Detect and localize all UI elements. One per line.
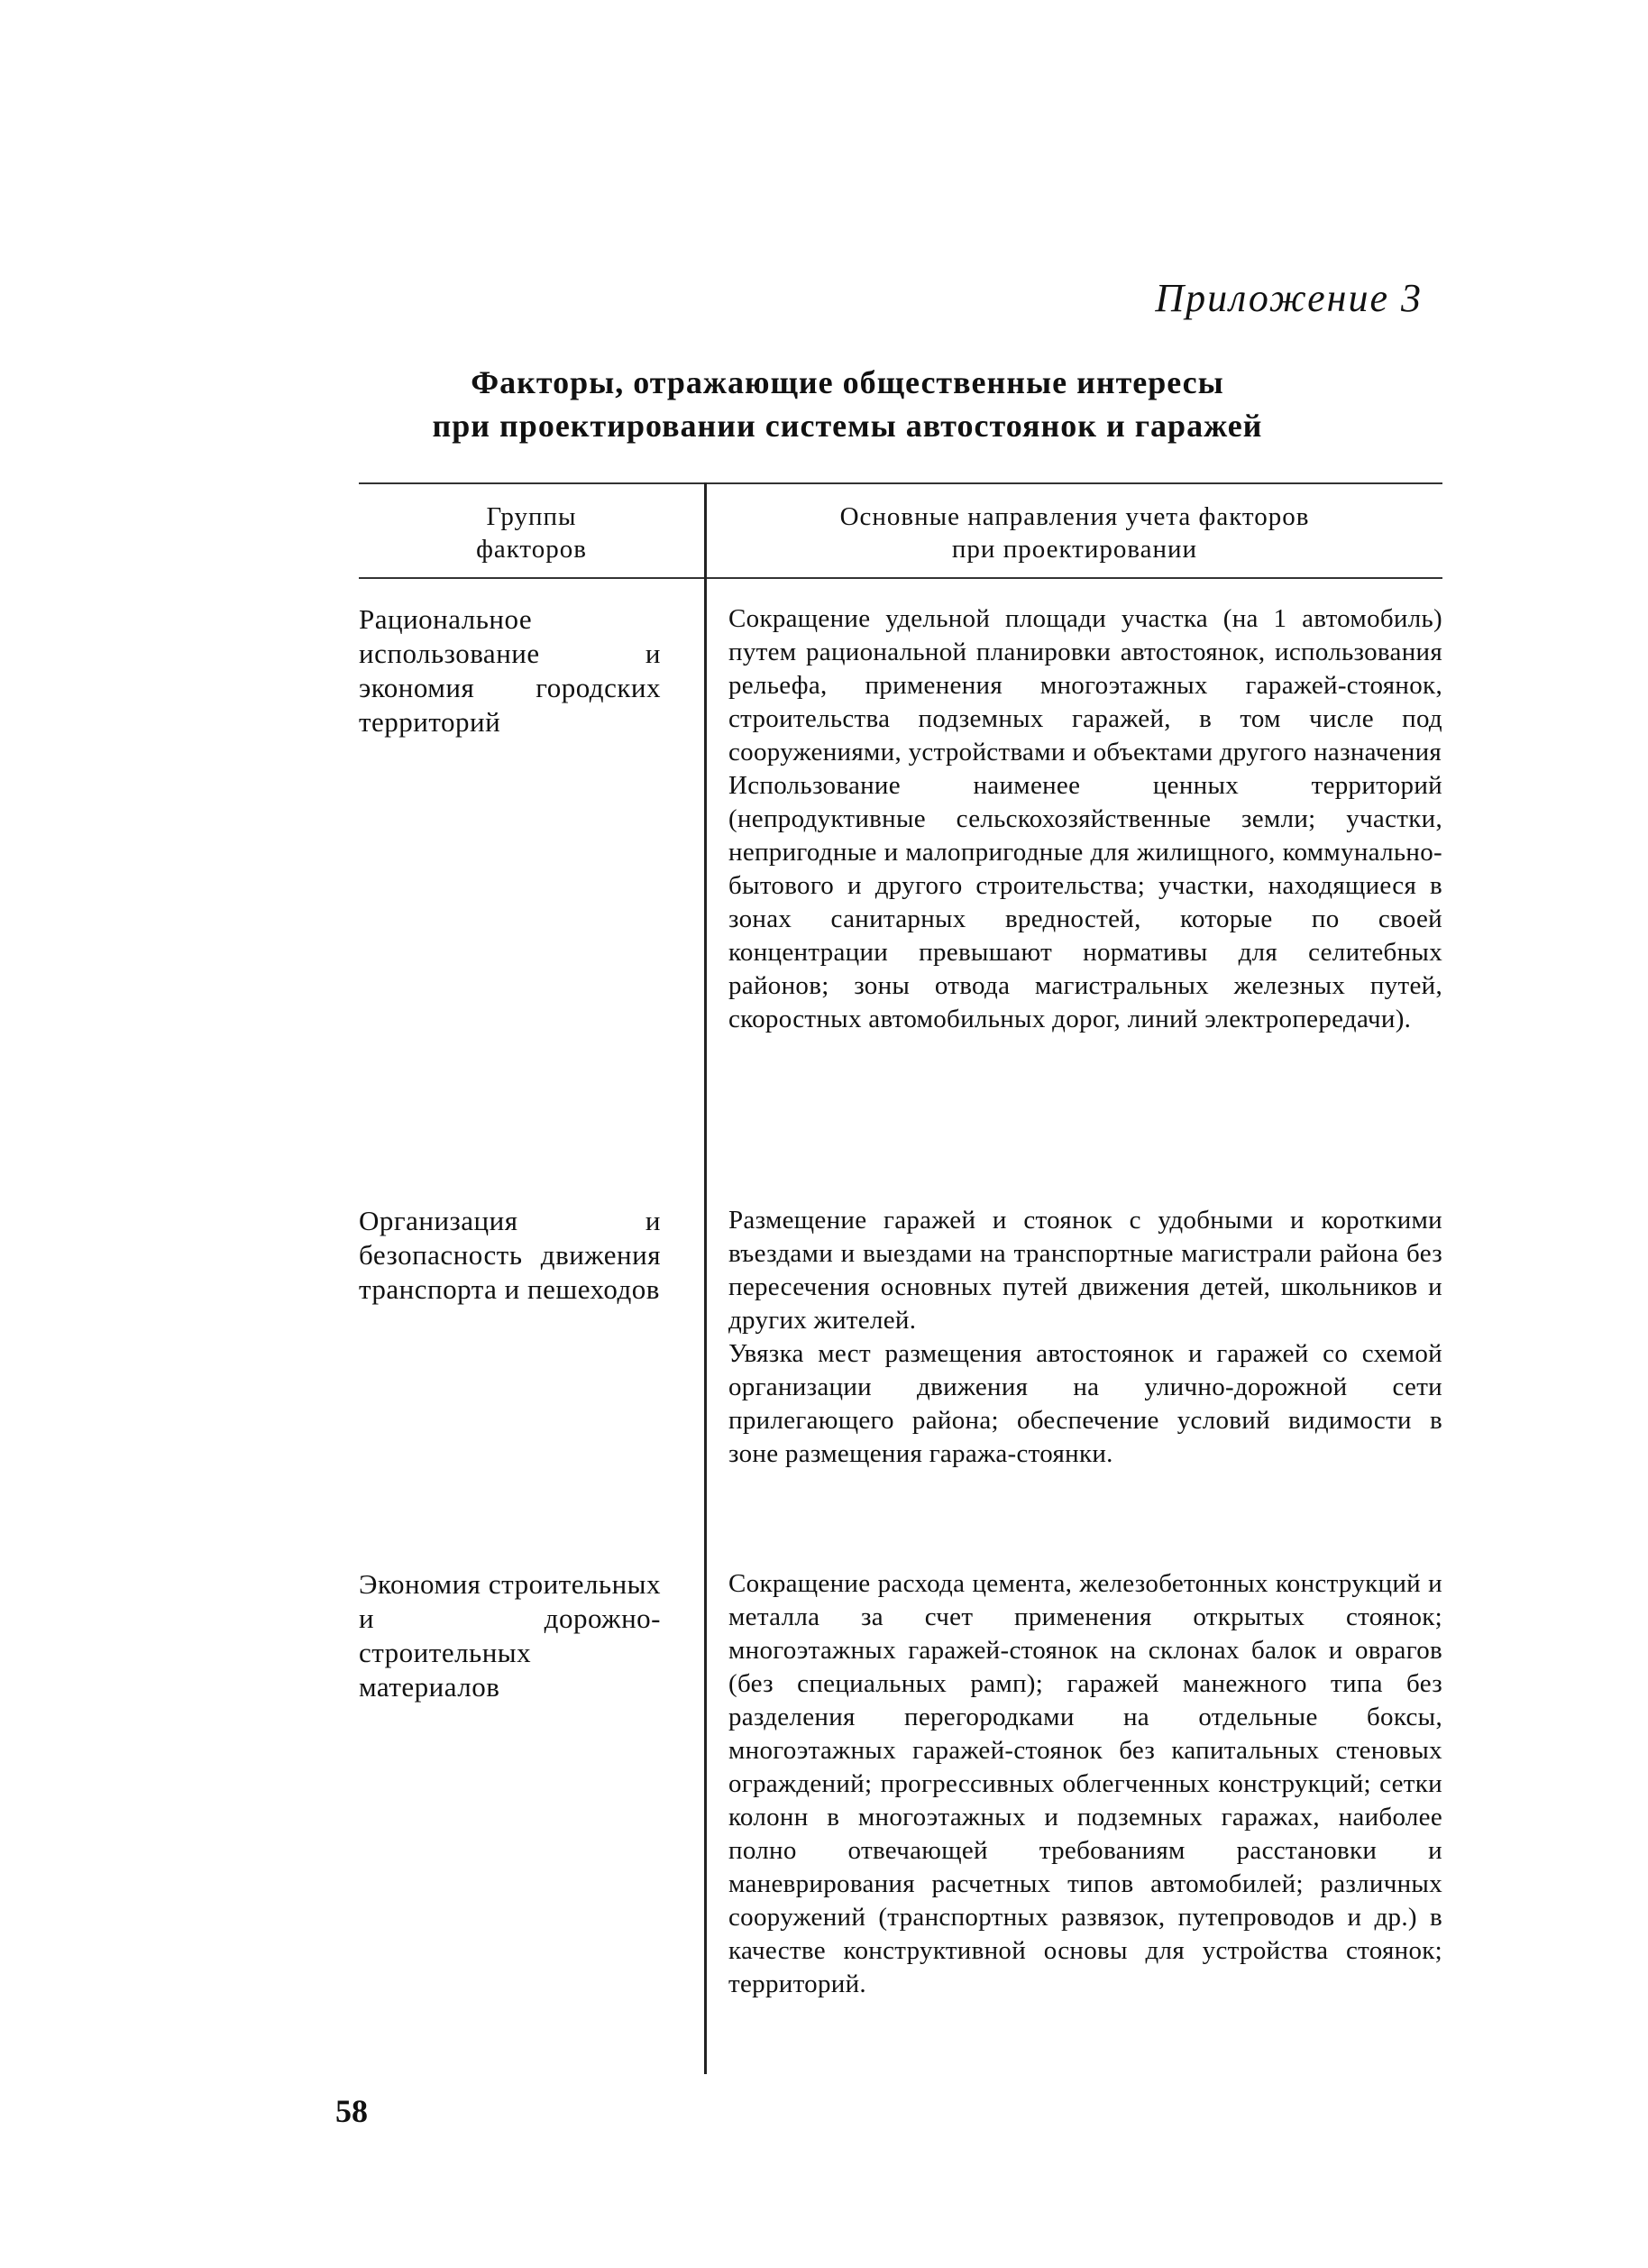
row-2-paragraph-1: Размещение гаражей и стоянок с удобными и короткими въездами и выездами на транспортные магистрали района без пересечения основных путей движения детей, школьников и других жителей. (728, 1206, 1442, 1335)
title-line-1: Факторы, отражающие общественные интересы (471, 364, 1224, 400)
table-row-2-directions (728, 1204, 1442, 1471)
table-row-3-group: Экономия строительных и дорожно-строительных материалов (359, 1568, 661, 1703)
page-number: 58 (335, 2093, 368, 2129)
row-3-paragraph-1: Сокращение расхода цемента, железобетонных конструкций и металла за счет применения открытых стоянок; многоэтажных гаражей-стоянок на склонах балок и оврагов (без специальных рамп); гаражей манежного типа без разделения перегородками на отдельные боксы, многоэтажных гаражей-стоянок без капитальных стеновых ограждений; прогрессивных облегченных конструкций; сетки колонн в многоэтажных и подземных гаражах, наиболее полно отвечающей требованиям расстановки и маневрирования расчетных типов автомобилей; различных сооружений (транспортных развязок, путепроводов и др.) в качестве конструктивной основы для устройства стоянок; территорий. (728, 1569, 1442, 1998)
header-directions-line-1: Основные направления учета факторов (839, 502, 1310, 531)
table-row-1-group: Рациональное использование и экономия городских территорий (359, 603, 661, 738)
table-header-rule (359, 577, 1442, 579)
header-groups-line-2: факторов (476, 535, 587, 564)
table-row-3-directions (728, 1567, 1442, 2001)
table-row-1-directions (728, 602, 1442, 1036)
header-directions (707, 500, 1442, 565)
column-divider (704, 482, 707, 2074)
table-row-2-group: Организация и безопасность движения транспорта и пешеходов (359, 1205, 661, 1305)
header-groups-line-1: Группы (486, 502, 577, 531)
header-groups (359, 500, 704, 565)
row-2-paragraph-2: Увязка мест размещения автостоянок и гаражей со схемой организации движения на улично-дорожной сети прилегающего района; обеспечение условий видимости в зоне размещения гаража-стоянки. (728, 1339, 1442, 1468)
row-1-paragraph-2: Использование наименее ценных территорий (непродуктивные сельскохозяйственные земли; участки, непригодные и малопригодные для жилищного, коммунально-бытового и другого строительства; участки, находящиеся в зонах санитарных вредностей, которые по своей концентрации превышают нормативы для селитебных районов; зоны отвода магистральных железных путей, скоростных автомобильных дорог, линий электропередачи). (728, 771, 1442, 1033)
header-directions-line-2: при проектировании (951, 535, 1198, 564)
table-top-rule (359, 482, 1442, 484)
row-1-paragraph-1: Сокращение удельной площади участка (на 1 автомобиль) путем рациональной планировки автостоянок, использования рельефа, применения многоэтажных гаражей-стоянок, строительства подземных гаражей, в том числе под сооружениями, устройствами и объектами другого назначения (728, 604, 1442, 767)
appendix-label: Приложение 3 (1155, 276, 1423, 320)
title-line-2: при проектировании системы автостоянок и гаражей (432, 408, 1263, 444)
document-title (343, 361, 1352, 447)
